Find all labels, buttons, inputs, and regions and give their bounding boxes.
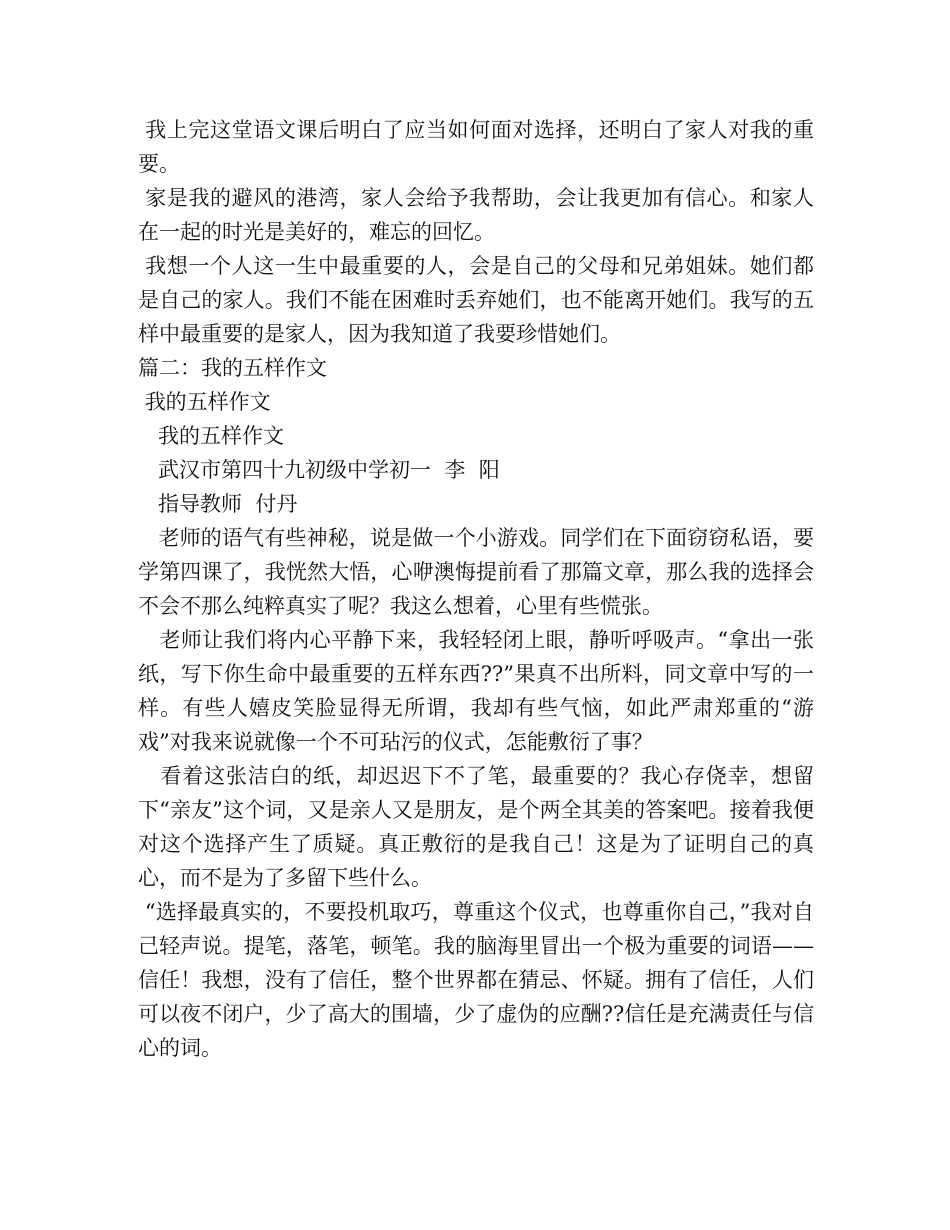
paragraph: 家是我的避风的港湾，家人会给予我帮助，会让我更加有信心。和家人在一起的时光是美好的，难忘的回忆。 — [138, 186, 815, 244]
document-body — [138, 113, 814, 1065]
paragraph: “选择最真实的，不要投机取巧，尊重这个仪式，也尊重你自己，”我对自己轻声说。提笔，落笔，顿笔。我的脑海里冒出一个极为重要的词语——信任！我想，没有了信任，整个世界都在猜忌、怀疑。拥有了信任，人们可以夜不闭户，少了高大的围墙，少了虚伪的应酬??信任是充满责任与信心的词。 — [138, 900, 814, 1060]
paragraph: 老师让我们将内心平静下来，我轻轻闭上眼，静听呼吸声。“拿出一张纸，写下你生命中最重要的五样东西??”果真不出所料，同文章中写的一样。有些人嬉皮笑脸显得无所谓，我却有些气恼，如此严肃郑重的“游戏”对我来说就像一个不可玷污的仪式，怎能敷衍了事？ — [138, 628, 815, 754]
section-heading: 篇二：我的五样作文 — [138, 356, 327, 380]
article-subtitle: 我的五样作文 — [138, 424, 285, 448]
paragraph: 我想一个人这一生中最重要的人，会是自己的父母和兄弟姐妹。她们都是自己的家人。我们不能在困难时丢弃她们，也不能离开她们。我写的五样中最重要的是家人，因为我知道了我要珍惜她们。 — [138, 254, 815, 346]
paragraph: 看着这张洁白的纸，却迟迟下不了笔，最重要的？我心存侥幸，想留下“亲友”这个词，又是亲人又是朋友，是个两全其美的答案吧。接着我便对这个选择产生了质疑。真正敷衍的是我自己！这是为了证明自己的真心，而不是为了多留下些什么。 — [138, 764, 815, 890]
paragraph: 老师的语气有些神秘，说是做一个小游戏。同学们在下面窃窃私语，要学第四课了，我恍然大悟，心咿澳悔提前看了那篇文章，那么我的选择会不会不那么纯粹真实了呢？我这么想着，心里有些慌张。 — [138, 526, 814, 618]
author-line: 武汉市第四十九初级中学初一 李 阳 — [138, 458, 500, 482]
teacher-line: 指导教师 付丹 — [138, 492, 298, 516]
paragraph: 我上完这堂语文课后明白了应当如何面对选择，还明白了家人对我的重要。 — [138, 118, 815, 176]
article-title: 我的五样作文 — [138, 390, 271, 414]
